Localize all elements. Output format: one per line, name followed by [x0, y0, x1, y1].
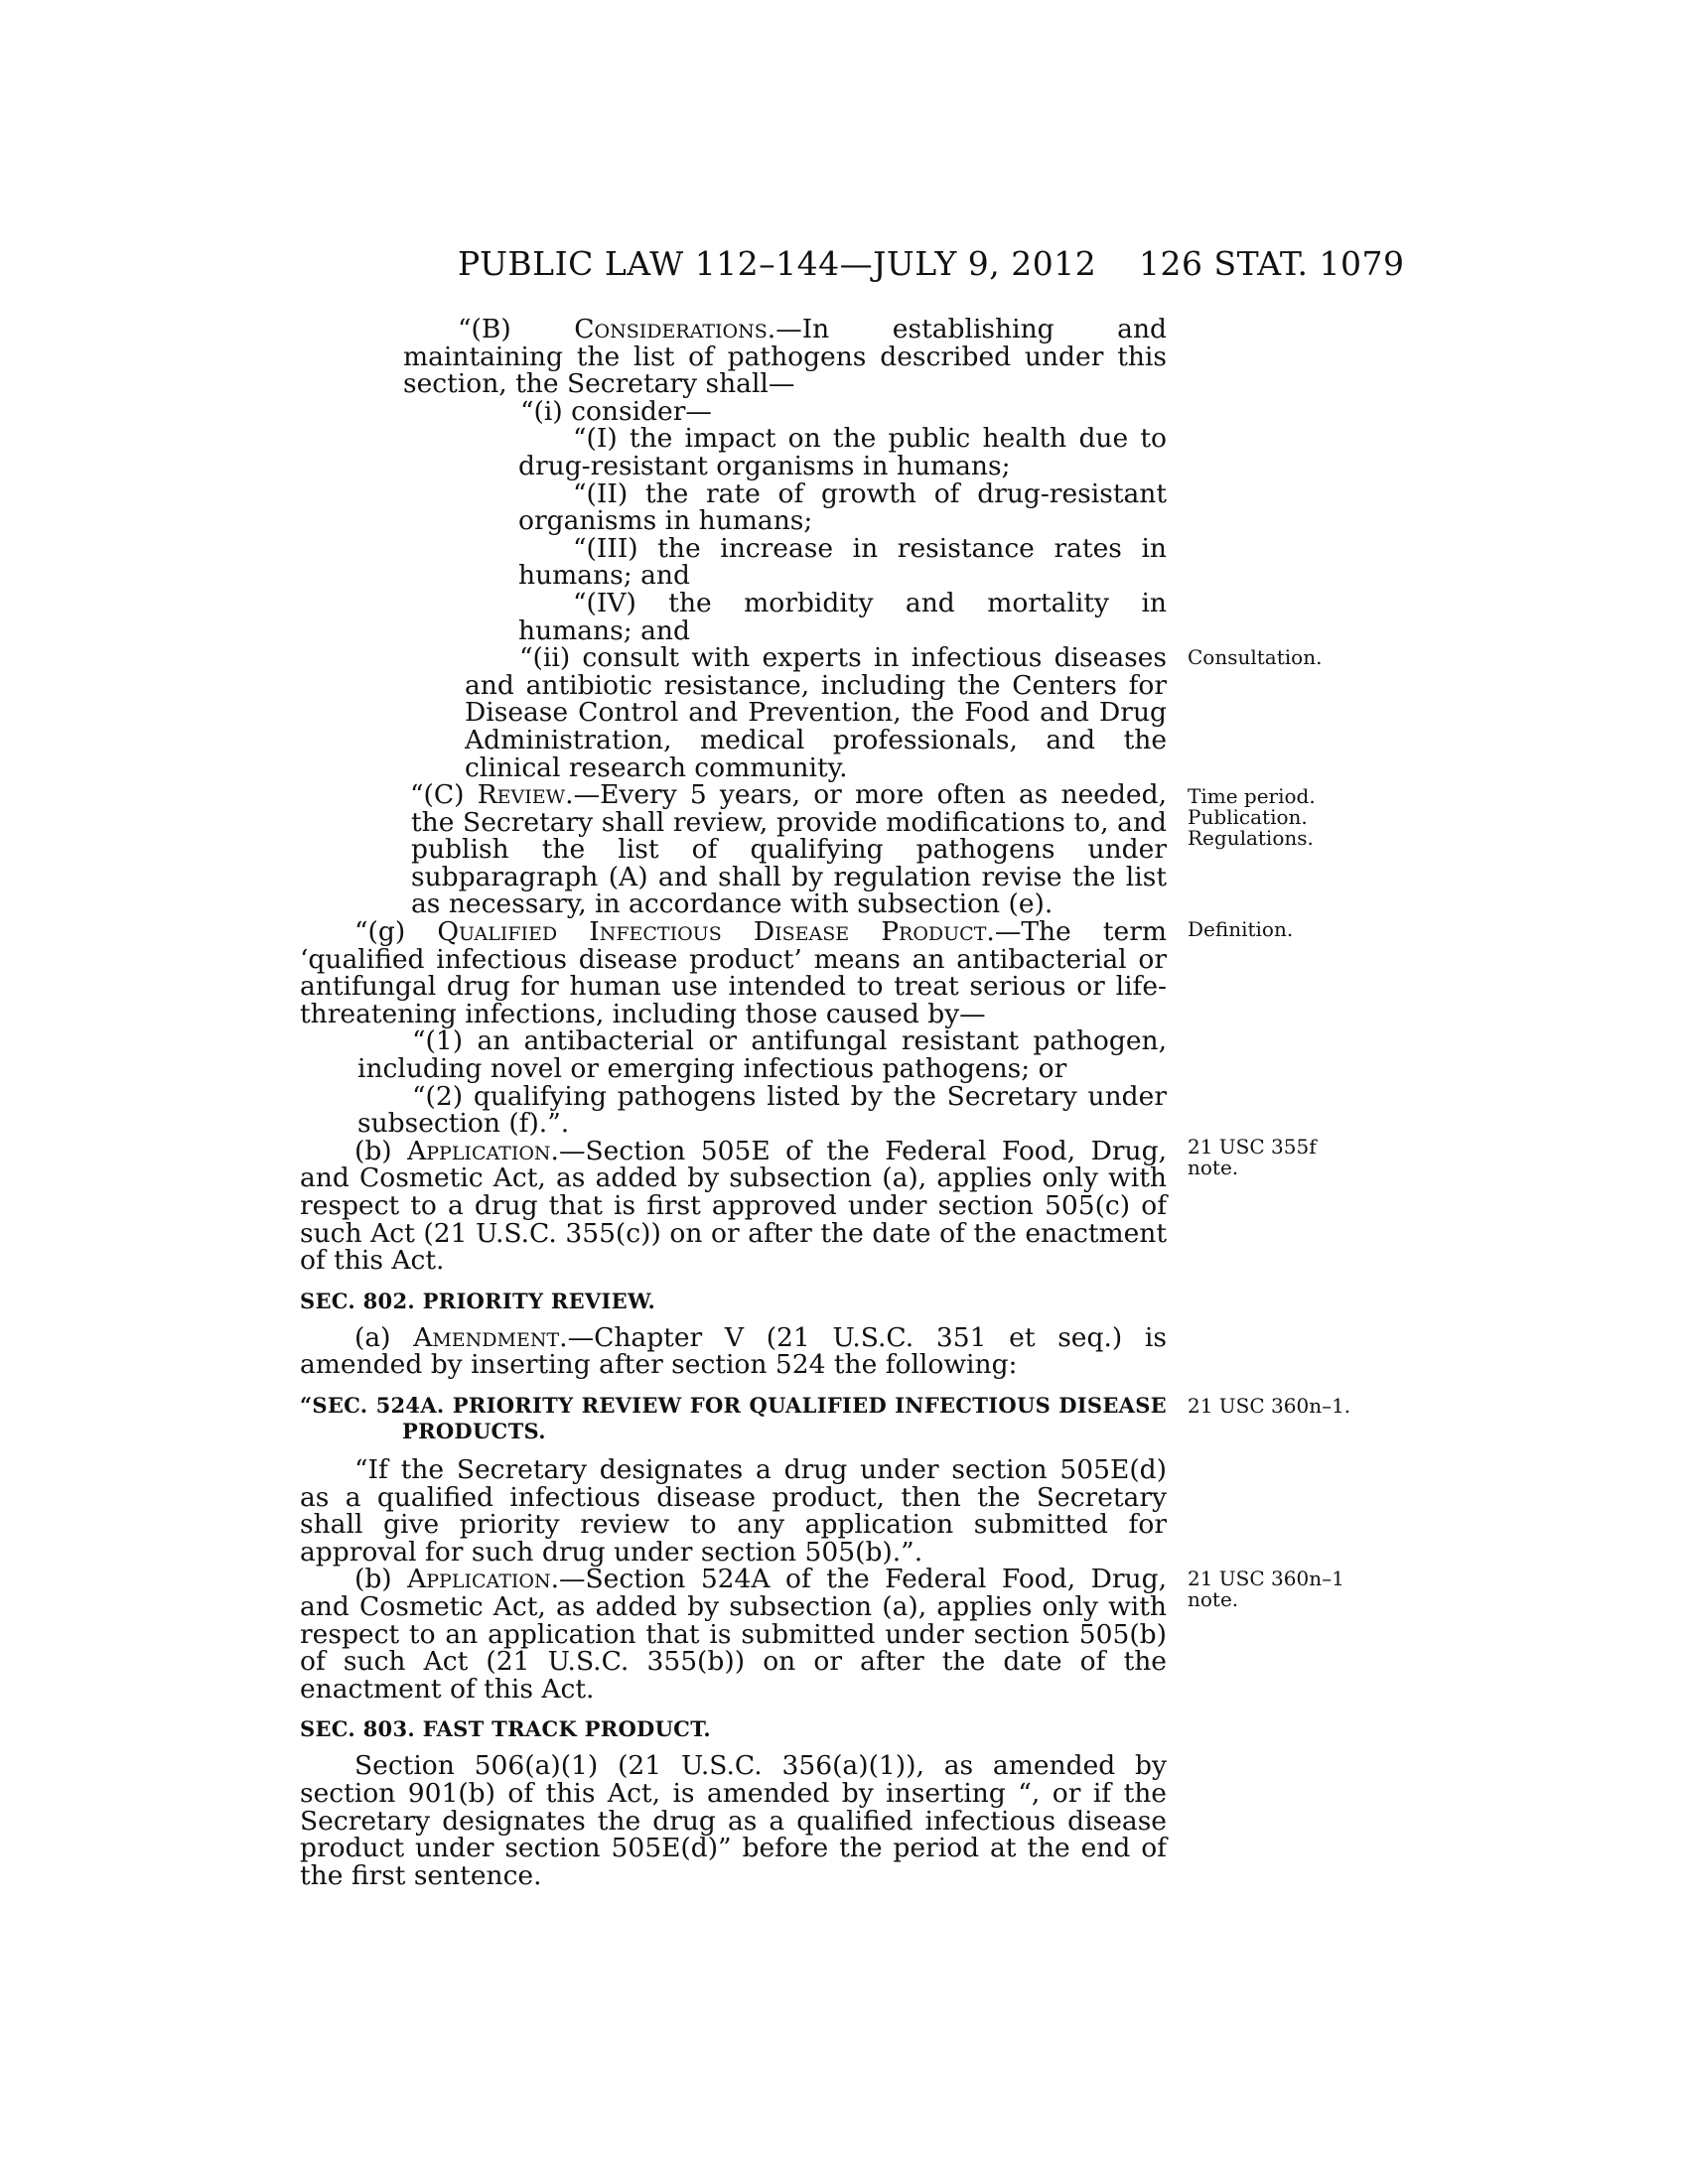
heading-amendment-802: Amendment	[413, 1321, 560, 1353]
para-IV: “(IV) the morbidity and mortality in humans; and	[518, 587, 1167, 646]
running-header-title: PUBLIC LAW 112–144—JULY 9, 2012	[458, 244, 1097, 283]
margin-note-usc-355f-note: note.	[1188, 1156, 1239, 1179]
para-II: “(II) the rate of growth of drug-resistant organisms in humans;	[518, 478, 1167, 537]
running-header-stat-page: 126 STAT. 1079	[1139, 244, 1405, 283]
section-heading-524a: “SEC. 524A. PRIORITY REVIEW FOR QUALIFIED INFECTIOUS DISEASE PRODUCTS.	[300, 1392, 1167, 1443]
heading-application-802: Application	[407, 1564, 551, 1595]
heading-application-801: Application	[407, 1135, 551, 1166]
para-g2: “(2) qualifying pathogens listed by the Secretary under subsection (f).”.	[357, 1080, 1167, 1140]
para-802-b-application: (b) Application.—Section 524A of the Federal Food, Drug, and Cosmetic Act, as added by subsection (a), applies only with respect to an application that is submitted under section 505(b) of such Act (21 U.S.C. 355(b)) on or after the date of the enactment of this Act.	[300, 1564, 1167, 1705]
margin-note-definition: Definition.	[1188, 917, 1294, 941]
margin-note-usc-355f: 21 USC 355f	[1188, 1135, 1317, 1159]
para-803: Section 506(a)(1) (21 U.S.C. 356(a)(1)), as amended by section 901(b) of this Act, is amended by inserting “, or if the Secretary designates the drug as a qualified infectious disease product under section 505E(d)” before the period at the end of the first sentence.	[300, 1750, 1167, 1891]
para-I: “(I) the impact on the public health due to drug-resistant organisms in humans;	[518, 423, 1167, 481]
para-524a: “If the Secretary designates a drug under section 505E(d) as a qualified infectious disease product, then the Secretary shall give priority review to any application submitted for approval for such drug under section 505(b).”.	[300, 1453, 1167, 1568]
margin-note-publication: Publication.	[1188, 805, 1308, 829]
para-III: “(III) the increase in resistance rates in humans; and	[518, 532, 1167, 592]
margin-note-usc-360n-1-b-note: note.	[1188, 1587, 1239, 1611]
para-ii-consult: “(ii) consult with experts in infectious diseases and antibiotic resistance, including the Centers for Disease Control and Prevention, the Food and Drug Administration, medical professionals, and the clinical research community.	[465, 642, 1167, 783]
para-g-definition: “(g) Qualified Infectious Disease Product.—The term ‘qualified infectious disease product’ means an antibacterial or antifungal drug for human use intended to treat serious or life-threatening infections, including those caused by—	[300, 916, 1167, 1029]
para-g1: “(1) an antibacterial or antifungal resistant pathogen, including novel or emerging infectious pathogens; or	[357, 1025, 1167, 1085]
margin-note-time-period: Time period.	[1188, 784, 1316, 808]
para-c-review: “(C) Review.—Every 5 years, or more often as needed, the Secretary shall review, provide modifications to, and publish the list of qualifying pathogens under subparagraph (A) and shall by regulation revise the list as necessary, in accordance with subsection (e).	[410, 779, 1167, 920]
margin-note-regulations: Regulations.	[1188, 826, 1314, 850]
statute-body	[300, 316, 1167, 1889]
para-b-considerations: “(B) Considerations.—In establishing and maintaining the list of pathogens described under this section, the Secretary shall—	[403, 314, 1167, 400]
para-i-consider: “(i) consider—	[520, 395, 712, 427]
heading-qualified-infectious-disease-product: Qualified Infectious Disease Product	[437, 916, 987, 948]
para-802-a-amendment: (a) Amendment.—Chapter V (21 U.S.C. 351 et seq.) is amended by inserting after section 524 the following:	[300, 1321, 1167, 1381]
section-heading-802: SEC. 802. PRIORITY REVIEW.	[300, 1288, 656, 1313]
para-801-b-application: (b) Application.—Section 505E of the Federal Food, Drug, and Cosmetic Act, as added by subsection (a), applies only with respect to a drug that is first approved under section 505(c) of such Act (21 U.S.C. 355(c)) on or after the date of the enactment of this Act.	[300, 1135, 1167, 1277]
margin-note-usc-360n-1: 21 USC 360n–1.	[1188, 1394, 1351, 1418]
heading-considerations: Considerations	[574, 314, 768, 344]
heading-review: Review	[477, 779, 566, 811]
section-heading-803: SEC. 803. FAST TRACK PRODUCT.	[300, 1716, 712, 1742]
margin-note-usc-360n-1-b: 21 USC 360n–1	[1188, 1567, 1344, 1590]
margin-note-consultation: Consultation.	[1188, 645, 1323, 669]
